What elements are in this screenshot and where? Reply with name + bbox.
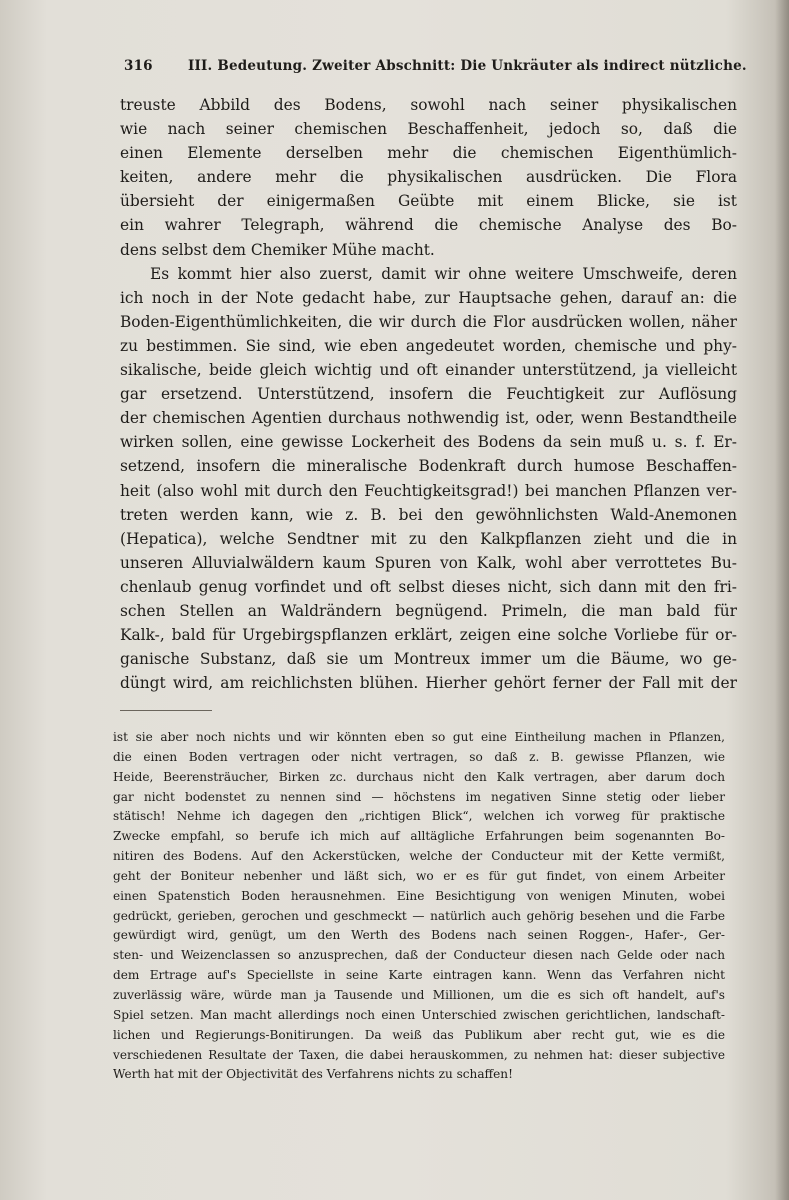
text-line: dens selbst dem Chemiker Mühe macht. (120, 240, 435, 259)
text-line: unseren Alluvialwäldern kaum Spuren von Kalk, wohl aber verrottetes Bu- (120, 553, 737, 572)
footnote-line: ist sie aber noch nichts und wir könnten eben so gut eine Eintheilung machen in Pflanzen, (113, 730, 725, 744)
footnote-line: geht der Boniteur nebenher und läßt sich, wo er es für gut findet, von einem Arbeiter (113, 868, 725, 883)
text-line: treten werden kann, wie z. B. bei den gewöhnlichsten Wald-Anemonen (120, 505, 737, 524)
text-line: der chemischen Agentien durchaus nothwendig ist, oder, wenn Bestandtheile (120, 409, 737, 428)
footnote-line: Werth hat mit der Objectivität des Verfahrens nichts zu schaffen! (113, 1067, 513, 1082)
running-header (124, 58, 747, 74)
text-line: treuste Abbild des Bodens, sowohl nach seiner physikalischen (120, 96, 737, 114)
text-line: einen Elemente derselben mehr die chemischen Eigenthümlich- (120, 144, 737, 163)
footnote-line: gewürdigt wird, genügt, um den Werth des Bodens nach seinen Roggen-, Hafer-, Ger- (113, 928, 725, 943)
text-line: zu bestimmen. Sie sind, wie eben angedeutet worden, chemische und phy- (120, 336, 737, 355)
footnote-line: gar nicht bodenstet zu nennen sind — höchstens im negativen Sinne stetig oder lieber (113, 789, 725, 804)
footnote-line: verschiedenen Resultate der Taxen, die dabei herauskommen, zu nehmen hat: dieser subjective (113, 1047, 725, 1062)
footnote-line: nitiren des Bodens. Auf den Ackerstücken, welche der Conducteur mit der Kette vermißt, (113, 849, 725, 864)
text-line: chenlaub genug vorfindet und oft selbst dieses nicht, sich dann mit den fri- (120, 577, 737, 596)
footnote-separator (120, 710, 212, 711)
text-line: (Hepatica), welche Sendtner mit zu den Kalkpflanzen zieht und die in (120, 529, 737, 548)
text-line: setzend, insofern die mineralische Bodenkraft durch humose Beschaffen- (120, 457, 737, 476)
text-line: Kalk-, bald für Urgebirgspflanzen erklärt, zeigen eine solche Vorliebe für or- (120, 626, 737, 645)
footnote-line: die einen Boden vertragen oder nicht vertragen, so daß z. B. gewisse Pflanzen, wie (113, 749, 725, 764)
text-line: Boden-Eigenthümlichkeiten, die wir durch die Flor ausdrücken wollen, näher (120, 312, 737, 331)
footnote-text (113, 728, 725, 1085)
footnote-line: zuverlässig wäre, würde man ja Tausende und Millionen, um die es sich oft handelt, auf's (113, 987, 725, 1002)
text-line: heit (also wohl mit durch den Feuchtigkeitsgrad!) bei manchen Pflanzen ver- (120, 481, 737, 500)
main-text (120, 93, 737, 695)
text-line: wirken sollen, eine gewisse Lockerheit des Bodens da sein muß u. s. f. Er- (120, 433, 737, 452)
footnote-line: dem Ertrage auf's Speciellste in seine Karte eintragen kann. Wenn das Verfahren nicht (113, 968, 725, 983)
text-line: düngt wird, am reichlichsten blühen. Hierher gehört ferner der Fall mit der (120, 674, 737, 693)
text-line: sikalische, beide gleich wichtig und oft einander unterstützend, ja vielleicht (120, 361, 737, 380)
running-title: III. Bedeutung. Zweiter Abschnitt: Die Unkräuter als indirect nützliche. (188, 58, 747, 74)
text-line: schen Stellen an Waldrändern begnügend. Primeln, die man bald für (120, 601, 737, 620)
text-line: ganische Substanz, daß sie um Montreux immer um die Bäume, wo ge- (120, 650, 737, 669)
page-edge-shadow (775, 0, 789, 1200)
text-line: übersieht der einigermaßen Geübte mit einem Blicke, sie ist (120, 192, 737, 211)
text-line: wie nach seiner chemischen Beschaffenheit, jedoch so, daß die (120, 120, 737, 139)
footnote-line: stätisch! Nehme ich dagegen den „richtigen Blick“, welchen ich vorweg für praktische (113, 809, 725, 824)
text-line: gar ersetzend. Unterstützend, insofern die Feuchtigkeit zur Auflösung (120, 385, 737, 404)
text-line: ich noch in der Note gedacht habe, zur Hauptsache gehen, darauf an: die (120, 288, 737, 307)
footnote-line: Spiel setzen. Man macht allerdings noch einen Unterschied zwischen gerichtlichen, landschaft- (113, 1007, 725, 1022)
footnote-line: gedrückt, gerieben, gerochen und geschmeckt — natürlich auch gehörig besehen und die Farbe (113, 908, 725, 923)
footnote-line: Zwecke empfahl, so berufe ich mich auf alltägliche Erfahrungen beim sogenannten Bo- (113, 829, 725, 844)
text-line: Es kommt hier also zuerst, damit wir ohne weitere Umschweife, deren (150, 264, 737, 283)
footnote-line: lichen und Regierungs-Bonitirungen. Da weiß das Publikum aber recht gut, wie es die (113, 1027, 725, 1042)
footnote-line: einen Spatenstich Boden herausnehmen. Eine Besichtigung von wenigen Minuten, wobei (113, 888, 725, 903)
text-line: keiten, andere mehr die physikalischen ausdrücken. Die Flora (120, 168, 737, 187)
page-number: 316 (124, 58, 153, 74)
footnote-line: sten- und Weizenclassen so anzusprechen, daß der Conducteur diesen nach Gelde oder nach (113, 948, 725, 963)
text-line: ein wahrer Telegraph, während die chemische Analyse des Bo- (120, 216, 737, 235)
footnote-line: Heide, Beerensträucher, Birken zc. durchaus nicht den Kalk vertragen, aber darum doch (113, 769, 725, 784)
